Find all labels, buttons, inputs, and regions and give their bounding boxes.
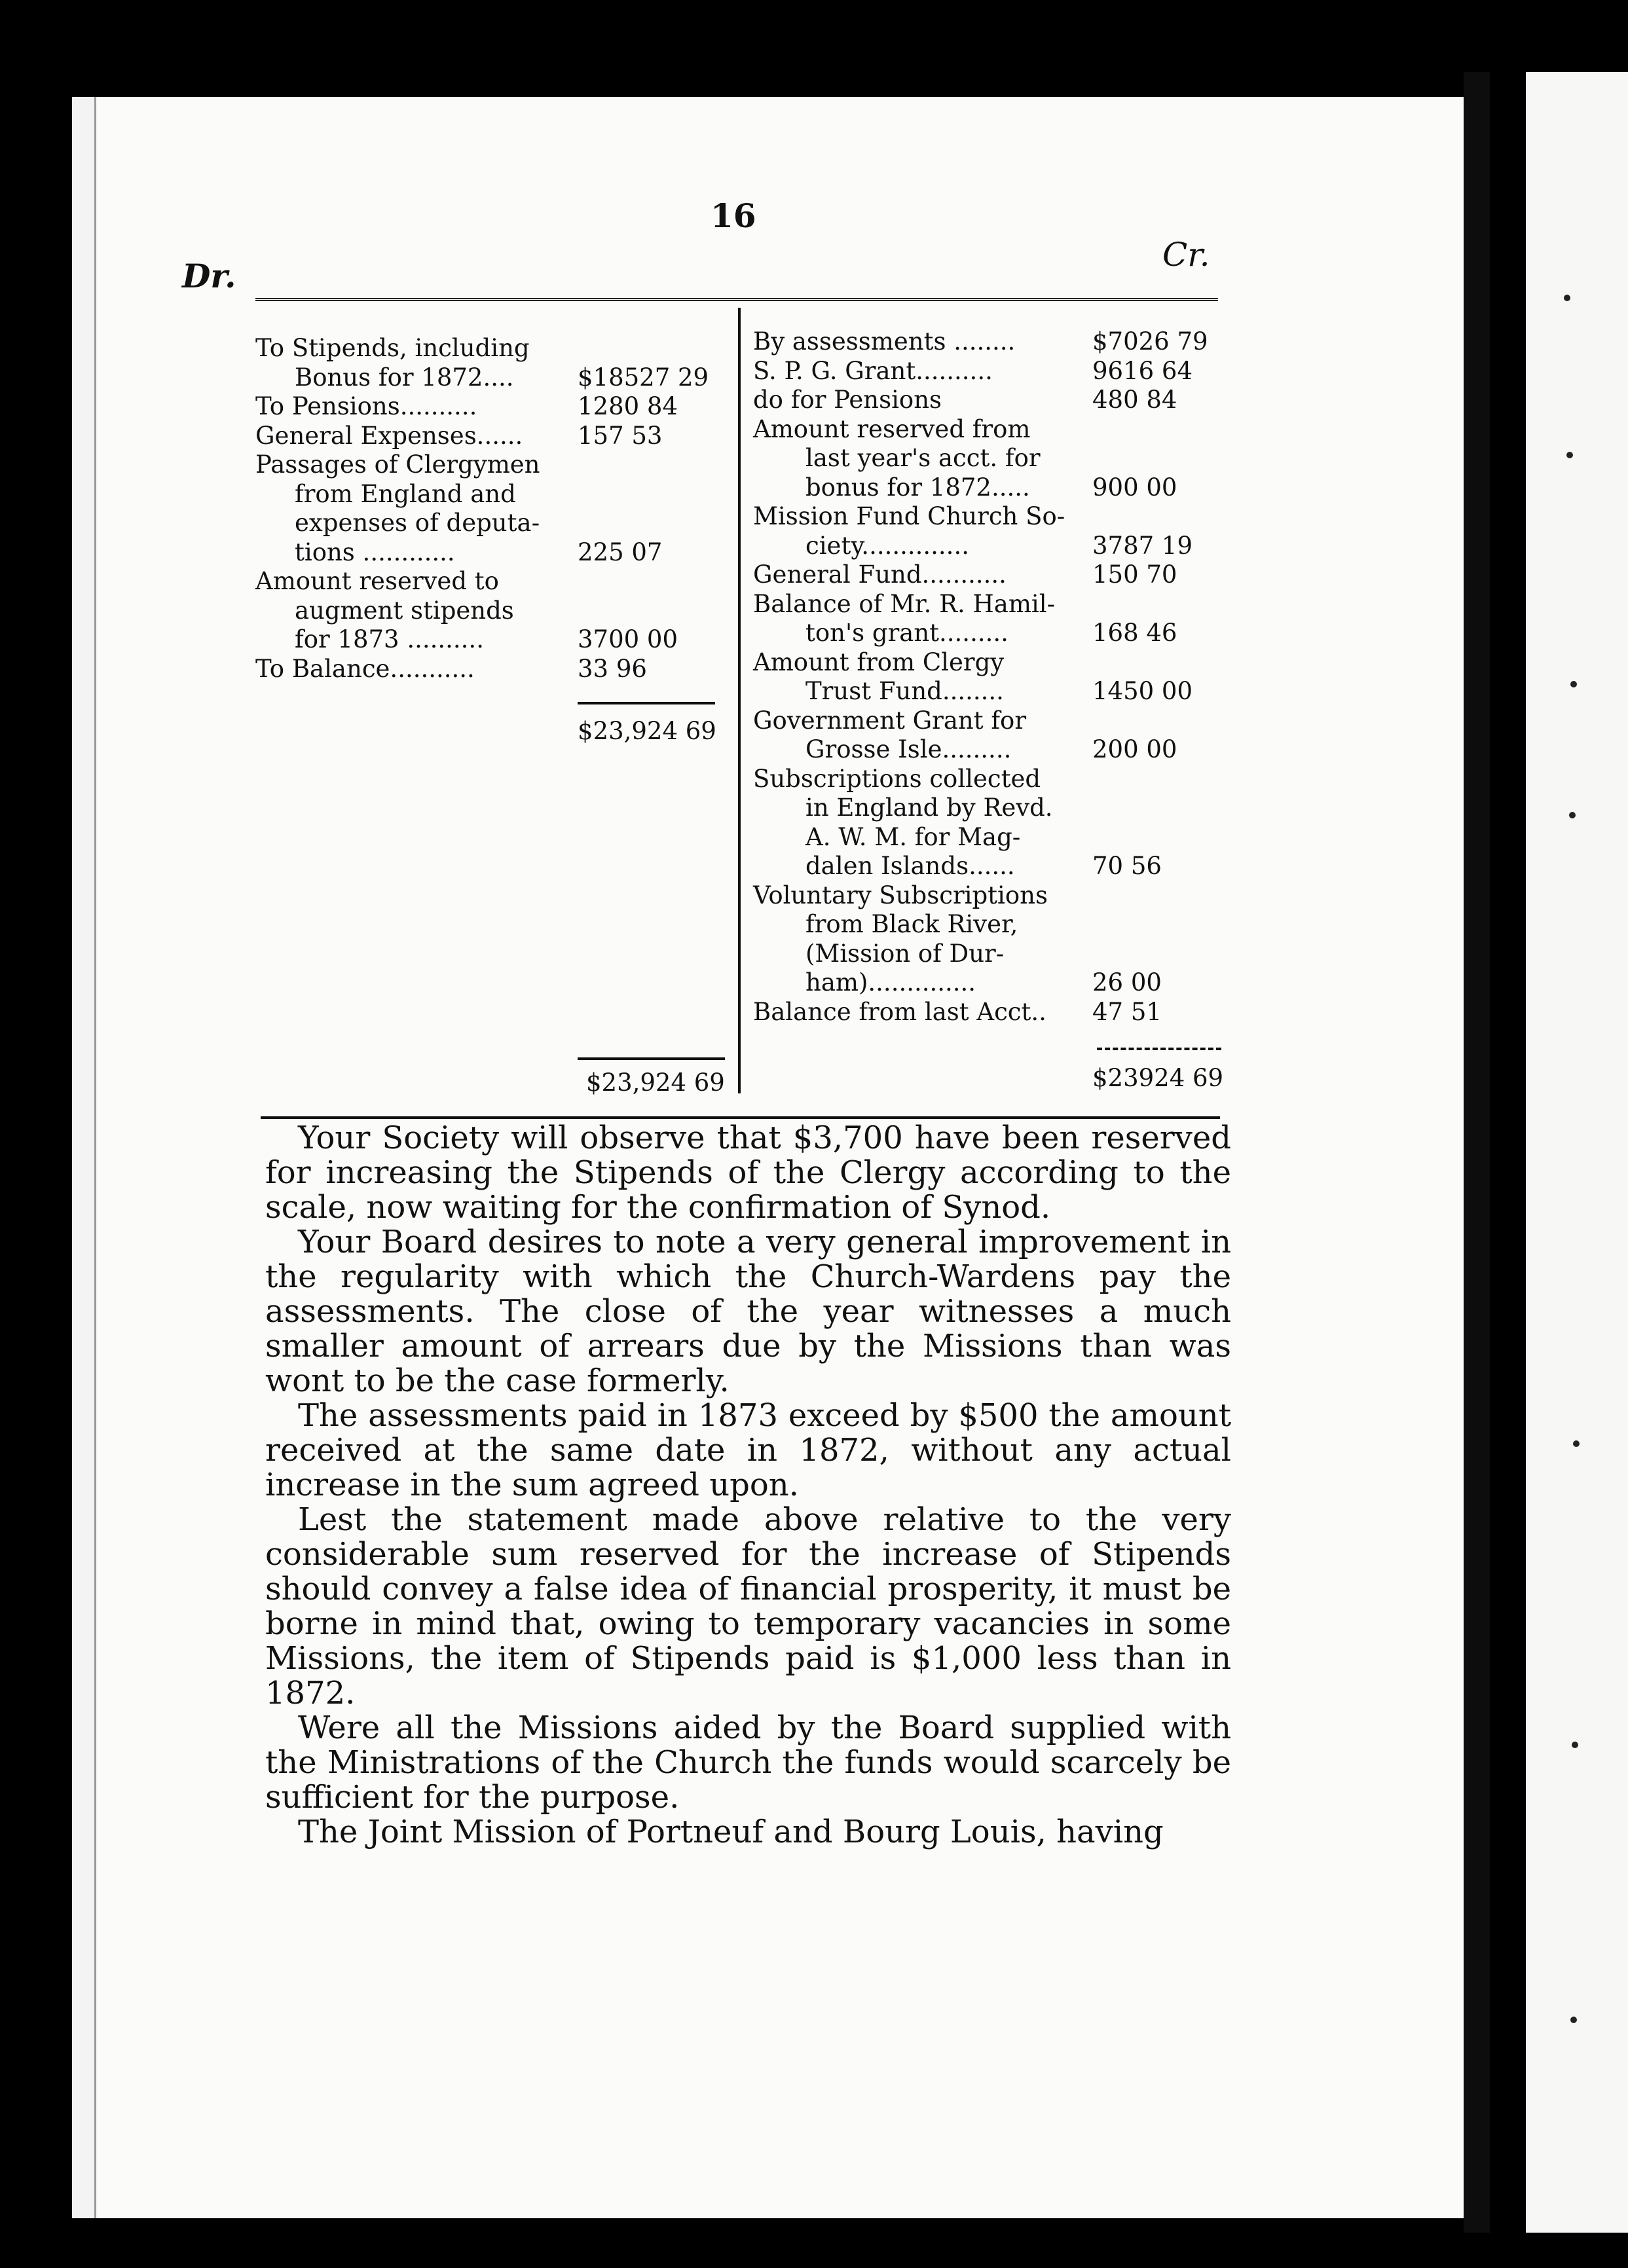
paragraph: Were all the Missions aided by the Board supplied with the Ministrations of the Church the funds would scarcely be sufficient for the purpose. <box>265 1710 1231 1816</box>
credit-entry-text: A. W. M. for Mag- <box>805 822 1021 851</box>
credit-total-rule <box>1097 1048 1221 1050</box>
credit-entry-text: General Fund........... <box>753 560 1007 589</box>
page-edge <box>72 97 96 2218</box>
debit-entry-text: augment stipends <box>295 596 514 625</box>
debit-entry-amount: 157 53 <box>578 421 663 450</box>
ledger-bottom-rule <box>261 1116 1220 1119</box>
credit-entry-amount: 3787 19 <box>1092 531 1193 560</box>
credit-total: $23924 69 <box>1092 1064 1224 1092</box>
debit-entry-amount: 33 96 <box>578 654 647 683</box>
debit-entry-amount: $18527 29 <box>578 363 709 392</box>
debit-entry-amount: 1280 84 <box>578 392 678 420</box>
credit-entry-amount: 26 00 <box>1092 968 1162 997</box>
credit-entry-text: do for Pensions <box>753 386 942 414</box>
credit-entry-text: (Mission of Dur- <box>805 939 1005 968</box>
debit-label: Dr. <box>182 257 236 295</box>
paragraph: Lest the statement made above relative to the very considerable sum reserved for the increase of Stipends should convey a false idea of financial prosperity, it must be borne in mind that, owing to temporary vacancies in some Missions, the item of Stipends paid is $1,000 less than in 1872. <box>265 1501 1231 1711</box>
credit-entry-text: last year's acct. for <box>805 444 1041 472</box>
debit-entry-text: Amount reserved to <box>255 567 499 595</box>
credit-entry-text: Trust Fund........ <box>805 677 1004 705</box>
credit-entry-text: from Black River, <box>805 910 1018 938</box>
debit-column <box>255 334 727 727</box>
credit-entry-text: Mission Fund Church So- <box>753 502 1065 530</box>
credit-entry-text: ton's grant......... <box>805 619 1008 647</box>
credit-entry-amount: 200 00 <box>1092 735 1177 763</box>
ledger-divider <box>738 308 741 1093</box>
credit-entry-text: Amount reserved from <box>753 414 1031 443</box>
page-number: 16 <box>711 196 756 235</box>
credit-entry-amount: 47 51 <box>1092 997 1162 1026</box>
credit-entry-text: Balance from last Acct.. <box>753 997 1046 1026</box>
credit-entry-text: dalen Islands...... <box>805 852 1015 880</box>
credit-entry-amount: 70 56 <box>1092 852 1162 880</box>
report-body <box>265 1121 1231 1850</box>
debit-entry-text: Passages of Clergymen <box>255 450 540 479</box>
debit-total: $23,924 69 <box>586 1069 725 1097</box>
debit-subtotal-rule <box>578 702 715 704</box>
debit-entry-text: To Balance........... <box>255 654 475 683</box>
credit-entry-amount: 150 70 <box>1092 560 1177 589</box>
credit-entry-text: Government Grant for <box>753 706 1027 735</box>
book-spine <box>1464 72 1490 2233</box>
credit-entry-amount: $7026 79 <box>1092 327 1208 356</box>
debit-entry-text: tions ............ <box>295 538 455 566</box>
credit-column <box>753 327 1225 1113</box>
credit-entry-amount: 480 84 <box>1092 386 1177 414</box>
credit-entry-text: Amount from Clergy <box>753 648 1005 676</box>
debit-entry-text: General Expenses...... <box>255 421 523 450</box>
credit-entry-text: bonus for 1872..... <box>805 473 1030 502</box>
credit-label: Cr. <box>1162 236 1210 274</box>
credit-entry-text: Voluntary Subscriptions <box>753 881 1048 909</box>
debit-entry-text: expenses of deputa- <box>295 509 540 537</box>
debit-entry-amount: 3700 00 <box>578 625 678 653</box>
debit-total-rule <box>578 1057 725 1060</box>
debit-entry-text: Bonus for 1872.... <box>295 363 514 392</box>
credit-entry-text: By assessments ........ <box>753 327 1016 356</box>
credit-entry-text: S. P. G. Grant.......... <box>753 356 993 385</box>
credit-entry-text: ham).............. <box>805 968 976 997</box>
debit-entry-text: for 1873 .......... <box>295 625 484 653</box>
credit-entry-amount: 1450 00 <box>1092 677 1193 705</box>
debit-subtotal: $23,924 69 <box>578 717 716 745</box>
paragraph: Your Board desires to note a very general improvement in the regularity with which the Church-Wardens pay the assessments. The close of the year witnesses a much smaller amount of arrears due by the Missions than was wont to be the case formerly. <box>265 1224 1231 1399</box>
credit-entry-text: ciety.............. <box>805 531 969 560</box>
debit-entry-text: To Pensions.......... <box>255 392 477 420</box>
paragraph: The Joint Mission of Portneuf and Bourg Louis, having <box>298 1814 1164 1850</box>
paragraph: Your Society will observe that $3,700 have been reserved for increasing the Stipends of the Clergy according to the scale, now waiting for the confirmation of Synod. <box>265 1120 1231 1226</box>
ledger-top-rule <box>255 298 1218 301</box>
debit-entry-text: from England and <box>295 479 516 508</box>
facing-page-margin <box>1526 72 1628 2233</box>
debit-entry-text: To Stipends, including <box>255 334 530 362</box>
credit-entry-amount: 900 00 <box>1092 473 1177 502</box>
paragraph: The assessments paid in 1873 exceed by $500 the amount received at the same date in 1872, without any actual increase in the sum agreed upon. <box>265 1397 1231 1503</box>
credit-entry-text: Grosse Isle......... <box>805 735 1012 763</box>
credit-entry-amount: 9616 64 <box>1092 356 1193 385</box>
credit-entry-text: Subscriptions collected <box>753 764 1041 793</box>
credit-entry-text: in England by Revd. <box>805 794 1053 822</box>
debit-entry-amount: 225 07 <box>578 538 663 566</box>
credit-entry-text: Balance of Mr. R. Hamil- <box>753 589 1056 618</box>
credit-entry-amount: 168 46 <box>1092 619 1177 647</box>
